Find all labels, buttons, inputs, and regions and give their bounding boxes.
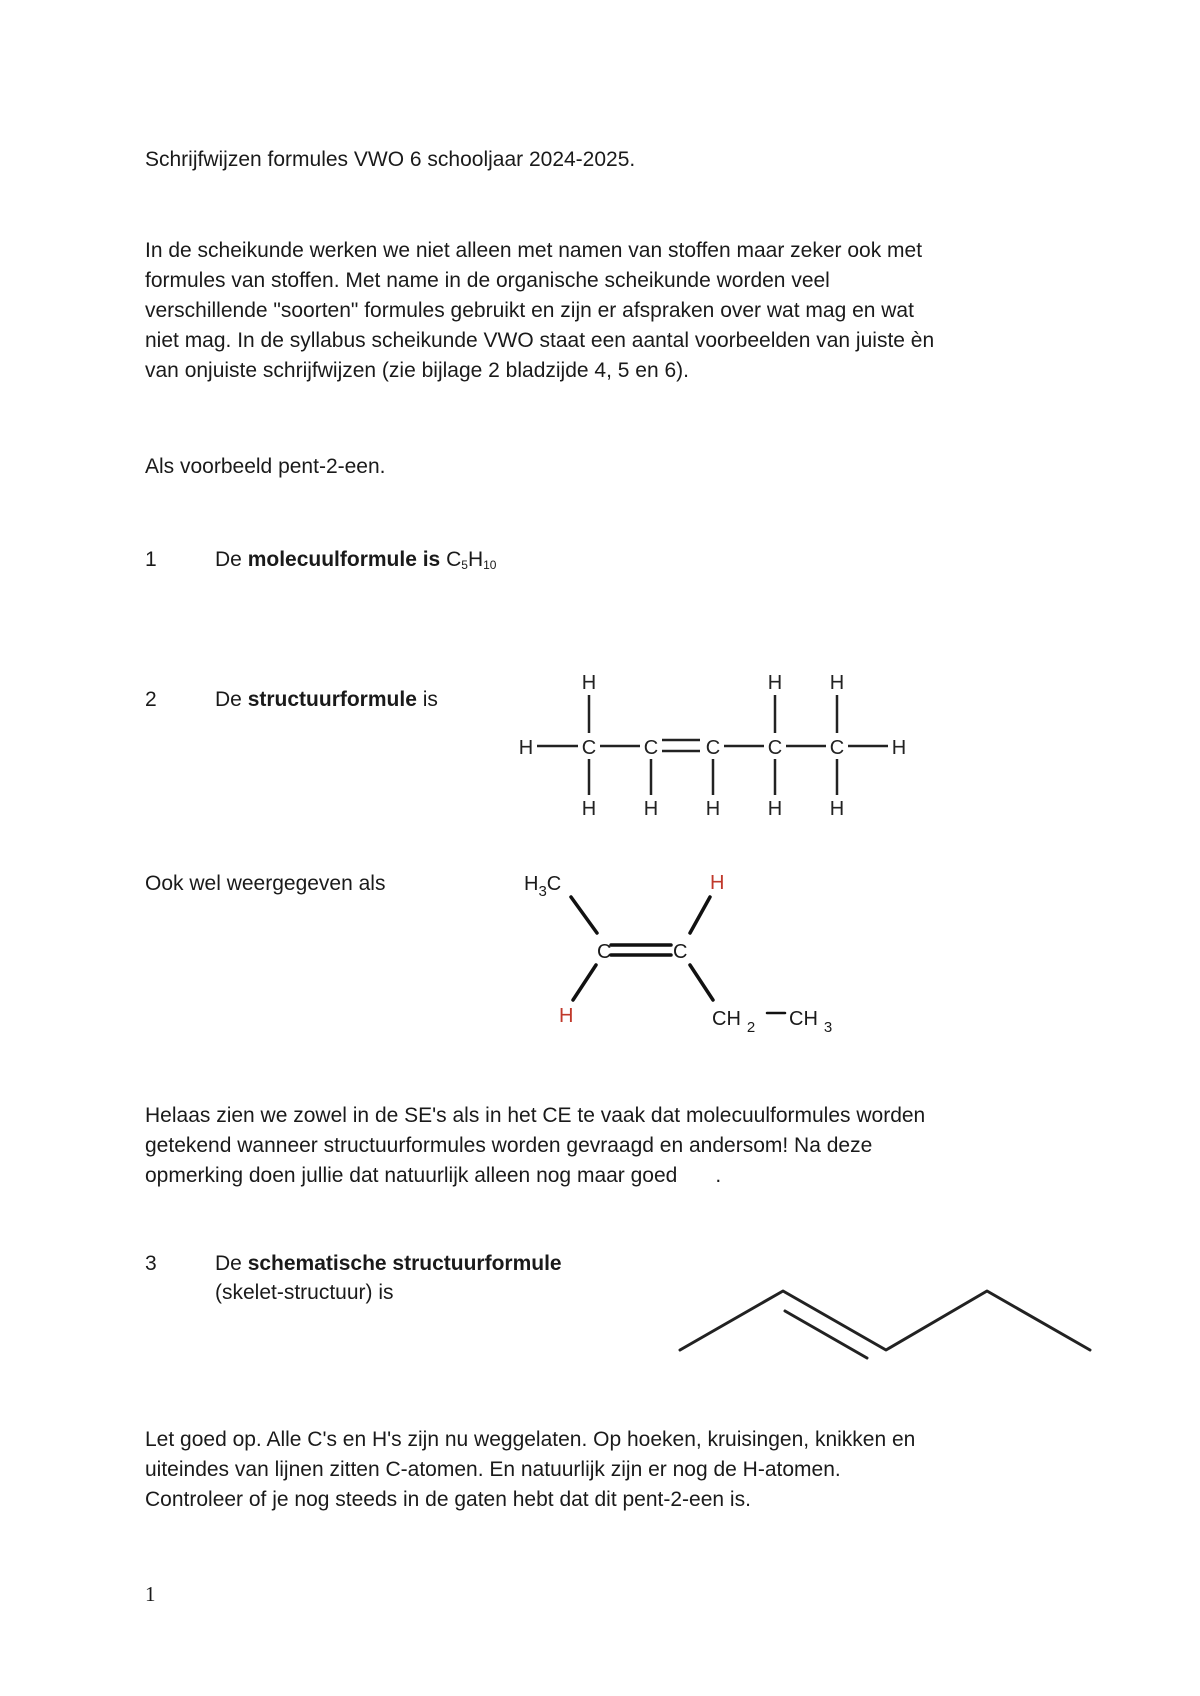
atom-c5: C (829, 737, 845, 759)
atom-c2: C (643, 737, 659, 759)
item-3-number: 3 (145, 1252, 157, 1275)
closing-line: Controleer of je nog steeds in de gaten hebt dat dit pent-2-een is. (145, 1488, 751, 1511)
warning-line: Helaas zien we zowel in de SE's als in het CE te vaak dat molecuulformules worden (145, 1104, 926, 1127)
molecular-formula-term: molecuulformule is (247, 548, 441, 571)
h-atom-bottom-left: H (559, 1005, 574, 1027)
also-shown-label: Ook wel weergegeven als (145, 872, 386, 895)
atom-h-bottom-c4: H (767, 798, 783, 820)
intro-line: verschillende "soorten" formules gebruikt en zijn er afspraken over wat mag en wat (145, 299, 914, 322)
warning-line: getekend wanneer structuurformules worden gevraagd en andersom! Na deze (145, 1134, 873, 1157)
molecular-formula: $C_5H_{10}$ (446, 548, 497, 572)
ch3-group: CH $_3$ (789, 1008, 833, 1036)
warning-line: opmerking doen jullie dat natuurlijk alleen nog maar goed . (145, 1164, 722, 1187)
intro-line: In de scheikunde werken we niet alleen met namen van stoffen maar zeker ook met (145, 239, 923, 262)
intro-line: niet mag. In de syllabus scheikunde VWO staat een aantal voorbeelden van juiste èn (145, 329, 935, 352)
atom-h-bottom-c3: H (705, 798, 721, 820)
atom-c3: C (705, 737, 721, 759)
atom-h-left: H (518, 737, 534, 759)
atom-h-bottom-c1: H (581, 798, 597, 820)
skeletal-formula-term: schematische structuurformule (247, 1252, 562, 1275)
closing-line: Let goed op. Alle C's en H's zijn nu weggelaten. Op hoeken, kruisingen, knikken en (145, 1428, 916, 1451)
intro-line: van onjuiste schrijfwijzen (zie bijlage 2 bladzijde 4, 5 en 6). (145, 359, 689, 382)
atom-h-bottom-c5: H (829, 798, 845, 820)
atom-h-top-c4: H (767, 672, 783, 694)
closing-paragraph (145, 1425, 1085, 1515)
item-1-number: 1 (145, 548, 157, 571)
atom-h-right: H (891, 737, 907, 759)
item-3-label: De schematische structuurformule (215, 1252, 562, 1275)
h-atom-top-right: H (710, 872, 725, 894)
atom-c1: C (581, 737, 597, 759)
atom-h-bottom-c2: H (643, 798, 659, 820)
document-title: Schrijfwijzen formules VWO 6 schooljaar 2024-2025. (145, 148, 636, 171)
item-2-number: 2 (145, 688, 157, 711)
closing-line: uiteindes van lijnen zitten C-atomen. En natuurlijk zijn er nog de H-atomen. (145, 1458, 841, 1481)
alkene-c-left: C (597, 941, 612, 963)
alkene-c-right: C (673, 941, 688, 963)
atom-h-top-c1: H (581, 672, 597, 694)
item-3-label-line2: (skelet-structuur) is (215, 1281, 394, 1304)
intro-line: formules van stoffen. Met name in de organische scheikunde worden veel (145, 269, 830, 292)
item-1-label: De molecuulformule is $C_5H_{10}$ (215, 548, 497, 572)
ch2-group: CH $_2$ (712, 1008, 756, 1036)
structural-formula-term: structuurformule (247, 688, 417, 711)
atom-h-top-c5: H (829, 672, 845, 694)
example-sentence: Als voorbeeld pent-2-een. (145, 455, 386, 478)
h3c-group: $H_3C$ (524, 873, 562, 900)
atom-c4: C (767, 737, 783, 759)
page-number: 1 (145, 1582, 156, 1606)
item-2-label: De structuurformule is (215, 688, 438, 711)
